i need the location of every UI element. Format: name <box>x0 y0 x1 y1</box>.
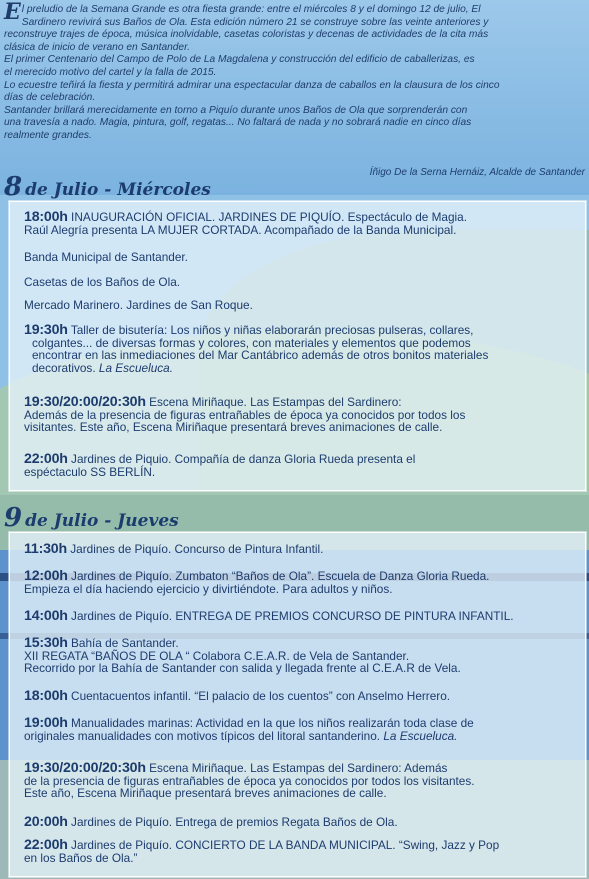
event-item <box>24 211 579 236</box>
event-text: XII REGATA “BAÑOS DE OLA “ Colabora C.E.A.R. de Vela de Santander. <box>24 648 410 663</box>
event-item <box>24 251 579 264</box>
event-text: encontrar en las inmediaciones del Mar Cantábrico además de otros bonitos materiales <box>32 348 489 363</box>
event-text: Escena Miriñaque. Las Estampas del Sardinero: Además <box>145 761 448 775</box>
event-text: Jardines de Piquío. ENTREGA DE PREMIOS CONCURSO DE PINTURA INFANTIL. <box>67 609 514 623</box>
event-time: 22:00h <box>24 451 68 467</box>
event-text: Taller de bisutería: Los niños y niñas elaborarán preciosas pulseras, collares, <box>67 323 474 337</box>
event-item <box>24 299 579 312</box>
intro-line: días de celebración. <box>4 92 96 104</box>
event-text: Cuentacuentos infantil. “El palacio de los cuentos” con Anselmo Herrero. <box>67 689 451 703</box>
event-text: Banda Municipal de Santander. <box>24 250 188 264</box>
event-item <box>24 276 579 289</box>
event-item <box>24 610 579 623</box>
event-text: Jardines de Piquío. CONCIERTO DE LA BANDA MUNICIPAL. “Swing, Jazz y Pop <box>67 838 500 852</box>
event-item <box>24 816 579 829</box>
event-text: Raúl Alegría presenta LA MUJER CORTADA. Acompañado de la Banda Municipal. <box>24 222 457 237</box>
event-time: 14:00h <box>24 608 68 624</box>
day-title: de Julio - Miércoles <box>25 180 211 200</box>
event-text: decorativos. <box>32 360 99 375</box>
event-text: de la presencia de figuras entrañables de época ya conocidos por todos los visitantes. <box>24 773 475 788</box>
event-text: en los Baños de Ola.” <box>24 850 138 865</box>
event-item <box>24 543 579 556</box>
event-text: Escena Miriñaque. Las Estampas del Sardinero: <box>145 395 402 409</box>
event-item <box>24 453 579 478</box>
intro-text <box>4 0 585 143</box>
event-time: 11:30h <box>24 541 67 557</box>
intro-line: Lo ecuestre teñirá la fiesta y permitirá admirar una espectacular danza de caballos en la clausura de los cinco <box>4 79 500 91</box>
intro-line: realmente grandes. <box>4 129 92 141</box>
intro-dropcap: E <box>4 0 21 25</box>
event-time: 22:00h <box>24 837 68 853</box>
event-text: Recorrido por la Bahía de Santander con salida y llegada frente al C.E.A.R de Vela. <box>24 661 461 676</box>
event-text: Bahía de Santander. <box>67 636 179 650</box>
event-item <box>24 717 579 742</box>
intro-line: l preludio de la Semana Grande es otra fiesta grande: entre el miércoles 8 y el domingo 12 de julio, El <box>21 4 481 15</box>
event-text: Casetas de los Baños de Ola. <box>24 275 181 289</box>
intro-line: el merecido motivo del cartel y la falla de 2015. <box>4 66 217 78</box>
event-text: Jardines de Piquío. Entrega de premios Regata Baños de Ola. <box>67 815 398 829</box>
event-item <box>24 690 579 703</box>
day-number: 9 <box>4 503 23 533</box>
intro-line: Sardinero revivirá sus Baños de Ola. Esta edición número 21 se construye sobre las veinte anteriores y <box>21 16 489 28</box>
event-time: 19:00h <box>24 715 68 731</box>
event-time: 19:30/20:00/20:30h <box>24 394 146 410</box>
intro-line: clásica de inicio de verano en Santander. <box>4 41 190 53</box>
event-text: Este año, Escena Miriñaque presentará breves animaciones de calle. <box>24 786 387 801</box>
intro-line: reconstruye trajes de época, música inolvidable, casetas coloristas y decenas de actividades de la cita más <box>4 29 489 41</box>
event-item <box>24 839 579 864</box>
event-item <box>24 762 579 800</box>
event-text: Empieza el día haciendo ejercicio y divirtiéndote. Para adultos y niños. <box>24 581 393 596</box>
event-time: 18:00h <box>24 688 68 704</box>
event-organizer: La Escueluca. <box>98 360 173 375</box>
signature: Íñigo De la Serna Hernáiz, Alcalde de Santander <box>369 167 585 178</box>
intro-line: una travesía a nado. Magia, pintura, golf, regatas... No faltará de nada y no sobrará nadie en cinco días <box>4 117 472 129</box>
event-text: Jardines de Piquío. Zumbaton “Baños de Ola”. Escuela de Danza Gloria Rueda. <box>67 569 490 583</box>
event-text: Jardines de Piquio. Compañía de danza Gloria Rueda presenta el <box>67 452 416 466</box>
event-text: Jardines de Piquío. Concurso de Pintura Infantil. <box>66 542 324 556</box>
day-heading-9 <box>4 503 179 533</box>
event-text: Además de la presencia de figuras entrañables de época ya conocidos por todos los <box>24 407 466 422</box>
intro-line: Santander brillará merecidamente en torno a Piquío durante unos Baños de Ola que sorprenderán con <box>4 104 468 116</box>
day-heading-8 <box>4 172 211 202</box>
event-time: 15:30h <box>24 635 68 651</box>
event-item <box>24 637 579 675</box>
intro-line: El primer Centenario del Campo de Polo de La Magdalena y construcción del edificio de caballerizas, es <box>4 54 475 66</box>
event-time: 19:30/20:00/20:30h <box>24 760 146 776</box>
event-organizer: La Escueluca. <box>383 728 458 743</box>
day-schedule-box <box>9 201 586 491</box>
day-number: 8 <box>4 172 23 202</box>
event-text: colgantes... de diversas formas y colores, con materiales y elementos que podemos <box>32 335 471 350</box>
event-text: Manualidades marinas: Actividad en la que los niños realizarán toda clase de <box>67 716 474 730</box>
day-schedule-box <box>9 532 586 877</box>
event-time: 20:00h <box>24 814 68 830</box>
event-time: 19:30h <box>24 322 68 338</box>
event-text: Mercado Marinero. Jardines de San Roque. <box>24 298 253 312</box>
day-title: de Julio - Jueves <box>25 511 179 531</box>
event-item <box>24 570 579 595</box>
event-text: visitantes. Este año, Escena Miriñaque presentará breves animaciones de calle. <box>24 420 443 435</box>
event-text: espéctaculo SS BERLÍN. <box>24 464 156 479</box>
event-text: INAUGURACIÓN OFICIAL. JARDINES DE PIQUÍO. Espectáculo de Magia. <box>67 210 468 224</box>
event-item <box>24 396 579 434</box>
event-time: 12:00h <box>24 568 68 584</box>
event-item <box>24 324 579 374</box>
event-text: originales manualidades con motivos típicos del litoral santanderino. <box>24 728 384 743</box>
event-time: 18:00h <box>24 209 68 225</box>
